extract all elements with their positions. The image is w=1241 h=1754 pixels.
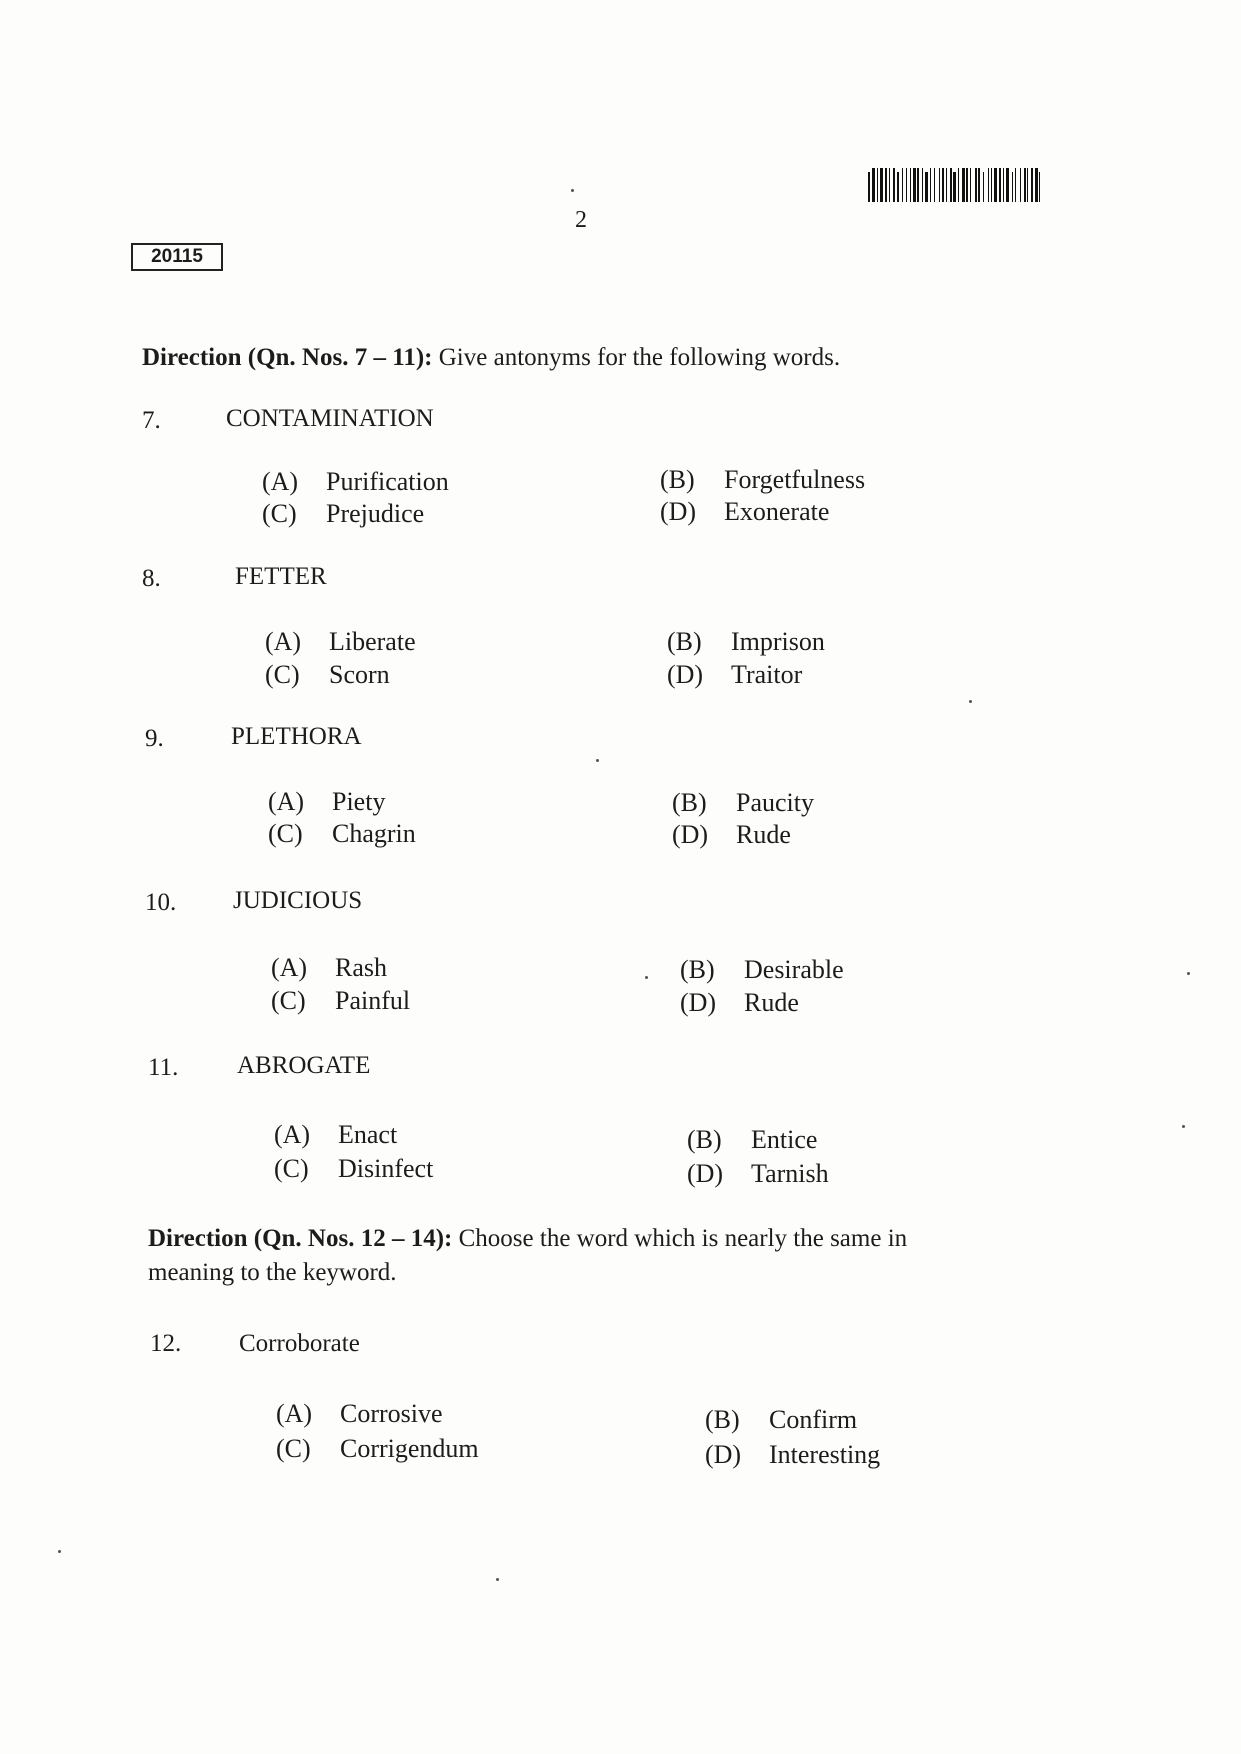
option-label: (A) [262, 467, 299, 496]
option-c [276, 1434, 479, 1464]
option-text: Rash [335, 953, 387, 982]
option-label: (A) [268, 787, 305, 816]
option-text: Disinfect [338, 1154, 434, 1183]
scan-speck [645, 976, 648, 979]
scan-speck [1182, 1125, 1185, 1128]
scan-speck [596, 759, 599, 762]
option-text: Tarnish [751, 1159, 829, 1188]
option-text: Imprison [731, 627, 825, 656]
question-number: 12. [150, 1330, 182, 1357]
question-word: CONTAMINATION [226, 405, 434, 432]
question-word: FETTER [235, 563, 327, 590]
option-text: Exonerate [724, 497, 830, 526]
direction-2-label: Direction (Qn. Nos. 12 – 14): [148, 1225, 453, 1252]
page-number: 2 [575, 207, 587, 233]
option-a [262, 467, 449, 497]
option-text: Rude [736, 820, 791, 849]
question-number: 10. [145, 889, 177, 916]
scan-speck [571, 189, 574, 192]
option-b [660, 465, 865, 495]
option-d [672, 820, 791, 850]
option-a [265, 627, 416, 657]
question-word: JUDICIOUS [233, 887, 363, 914]
option-text: Liberate [329, 627, 416, 656]
question-word: ABROGATE [237, 1052, 371, 1079]
question-number: 11. [148, 1054, 179, 1081]
option-c [271, 986, 410, 1016]
option-text: Corrigendum [340, 1434, 479, 1463]
option-text: Interesting [769, 1440, 881, 1469]
option-b [667, 627, 825, 657]
option-c [274, 1154, 433, 1184]
option-label: (D) [672, 820, 709, 849]
option-text: Confirm [769, 1405, 858, 1434]
option-text: Traitor [731, 660, 803, 689]
option-label: (B) [667, 627, 702, 656]
option-label: (B) [705, 1405, 740, 1434]
option-d [687, 1159, 829, 1189]
option-d [705, 1440, 880, 1470]
option-label: (C) [276, 1434, 311, 1463]
option-label: (B) [680, 955, 715, 984]
option-label: (D) [687, 1159, 724, 1188]
option-c [265, 660, 390, 690]
paper-code-box: 20115 [131, 243, 223, 271]
option-text: Prejudice [326, 499, 425, 528]
option-text: Piety [332, 787, 386, 816]
direction-2 [148, 1222, 1128, 1290]
option-label: (C) [274, 1154, 309, 1183]
scan-speck [1187, 972, 1190, 975]
question-word: Corroborate [239, 1330, 360, 1357]
option-label: (C) [262, 499, 297, 528]
option-label: (D) [660, 497, 697, 526]
scan-speck [969, 700, 972, 703]
option-label: (A) [276, 1399, 313, 1428]
option-d [680, 988, 799, 1018]
direction-2-text: Choose the word which is nearly the same in [458, 1225, 908, 1252]
direction-2-text-continued: meaning to the keyword. [148, 1259, 397, 1286]
option-text: Painful [335, 986, 411, 1015]
option-label: (C) [268, 819, 303, 848]
direction-1-text: Give antonyms for the following words. [438, 344, 841, 371]
option-text: Chagrin [332, 819, 416, 848]
option-text: Scorn [329, 660, 390, 689]
option-a [271, 953, 387, 983]
barcode-image [866, 166, 1046, 204]
option-b [705, 1405, 857, 1435]
option-label: (A) [274, 1120, 311, 1149]
option-label: (C) [271, 986, 306, 1015]
option-text: Purification [326, 467, 449, 496]
question-number: 8. [142, 565, 161, 592]
option-label: (A) [265, 627, 302, 656]
option-a [274, 1120, 397, 1150]
option-label: (D) [667, 660, 704, 689]
option-text: Enact [338, 1120, 398, 1149]
question-number: 9. [145, 725, 164, 752]
option-b [672, 788, 814, 818]
option-label: (B) [672, 788, 707, 817]
option-text: Rude [744, 988, 799, 1017]
scan-speck [58, 1550, 61, 1553]
direction-1 [142, 341, 840, 375]
option-b [687, 1125, 817, 1155]
option-a [276, 1399, 443, 1429]
direction-1-label: Direction (Qn. Nos. 7 – 11): [142, 344, 433, 371]
option-text: Desirable [744, 955, 844, 984]
option-b [680, 955, 844, 985]
option-label: (B) [660, 465, 695, 494]
option-text: Corrosive [340, 1399, 443, 1428]
option-label: (C) [265, 660, 300, 689]
option-text: Paucity [736, 788, 814, 817]
scan-speck [496, 1578, 499, 1581]
option-d [667, 660, 802, 690]
option-text: Forgetfulness [724, 465, 866, 494]
option-label: (B) [687, 1125, 722, 1154]
question-word: PLETHORA [231, 723, 362, 750]
option-c [268, 819, 416, 849]
option-label: (A) [271, 953, 308, 982]
option-a [268, 787, 385, 817]
option-label: (D) [680, 988, 717, 1017]
option-d [660, 497, 829, 527]
option-c [262, 499, 424, 529]
option-label: (D) [705, 1440, 742, 1469]
question-number: 7. [142, 407, 161, 434]
option-text: Entice [751, 1125, 818, 1154]
